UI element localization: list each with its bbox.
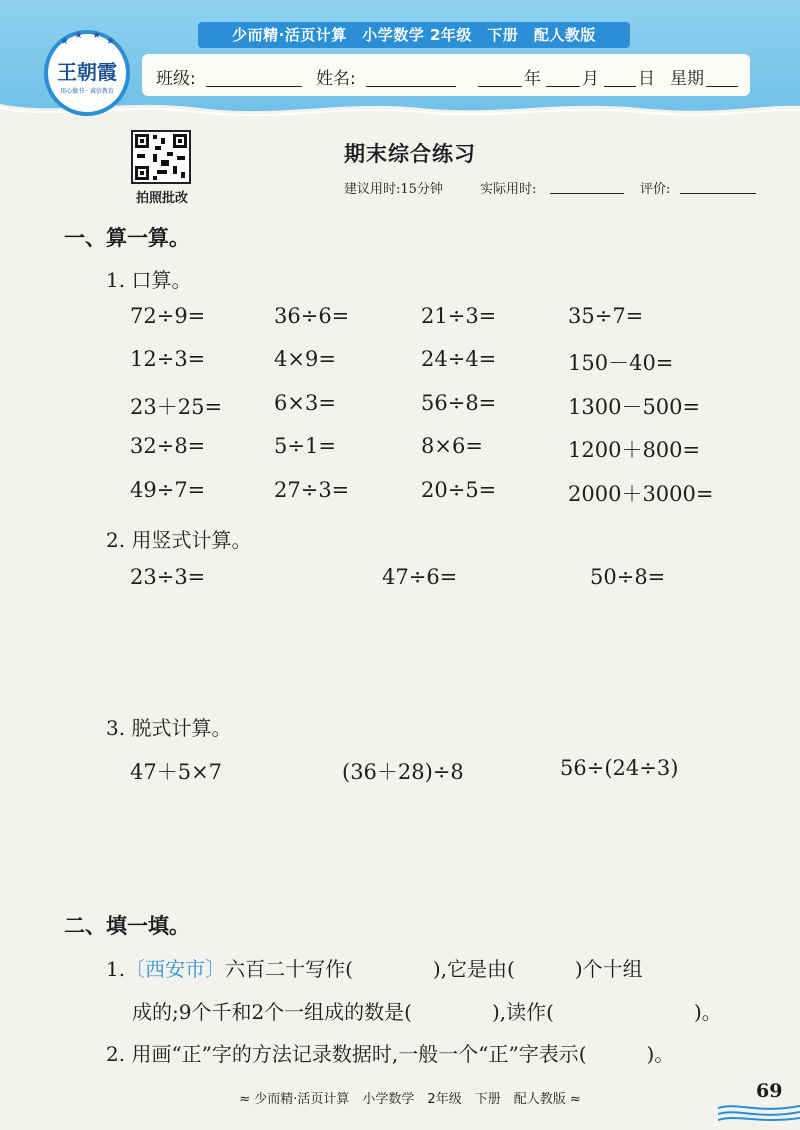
footer-series: ≈ 少而精·活页计算 小学数学 2年级 下册 配人教版 ≈: [239, 1092, 581, 1107]
rating-label: 评价:: [640, 182, 671, 197]
question-text: 六百二十写作( ),它是由( )个十组: [225, 957, 643, 981]
qr-code[interactable]: [131, 130, 191, 184]
rating-field[interactable]: [680, 193, 756, 194]
series-banner: 少而精·活页计算 小学数学 2年级 下册 配人教版: [198, 22, 630, 48]
vertical-calc-problem: 47÷6=: [382, 565, 458, 589]
mental-math-problem: 8×6=: [421, 434, 483, 458]
vertical-calc-problem: 50÷8=: [590, 565, 666, 589]
year-label: 年: [524, 69, 541, 89]
suggested-time: 建议用时:15分钟: [344, 182, 443, 197]
mental-math-problem: 150－40=: [568, 351, 674, 375]
star-icon: ★: [92, 30, 101, 41]
step-calc-problem: 56÷(24÷3): [560, 756, 679, 780]
mental-math-problem: 2000＋3000=: [568, 482, 714, 506]
section-heading: 一、算一算。: [64, 226, 190, 250]
day-label: 日: [638, 69, 655, 89]
month-field[interactable]: [546, 86, 580, 87]
part-label: 2. 用竖式计算。: [106, 528, 252, 552]
mental-math-problem: 32÷8=: [130, 434, 206, 458]
mental-math-problem: 24÷4=: [421, 347, 497, 371]
qr-label: 拍照批改: [135, 191, 188, 206]
day-field[interactable]: [604, 86, 636, 87]
class-label: 班级:: [156, 69, 196, 89]
page-number: 69: [756, 1080, 783, 1102]
star-icon: ★: [60, 36, 69, 47]
mental-math-problem: 12÷3=: [130, 347, 206, 371]
month-label: 月: [582, 69, 599, 89]
mental-math-problem: 49÷7=: [130, 478, 206, 502]
weekday-label: 星期: [670, 69, 704, 89]
mental-math-problem: 23＋25=: [130, 395, 223, 419]
mental-math-problem: 35÷7=: [568, 304, 644, 328]
star-icon: ★: [106, 36, 115, 47]
corner-wave-decoration: [718, 1102, 800, 1122]
section-heading: 二、填一填。: [64, 914, 190, 938]
question-number: 1.: [106, 957, 126, 981]
mental-math-problem: 1300－500=: [568, 395, 701, 419]
vertical-calc-problem: 23÷3=: [130, 565, 206, 589]
step-calc-problem: 47＋5×7: [130, 760, 223, 784]
mental-math-problem: 21÷3=: [421, 304, 497, 328]
mental-math-problem: 72÷9=: [130, 304, 206, 328]
step-calc-problem: (36＋28)÷8: [342, 760, 464, 784]
logo-subtitle: 用心做书 · 诚信教育: [60, 88, 114, 95]
student-info-bar: [142, 54, 750, 96]
publisher-logo: [44, 30, 130, 116]
mental-math-problem: 56÷8=: [421, 391, 497, 415]
page-title: 期末综合练习: [344, 142, 476, 166]
part-label: 1. 口算。: [106, 268, 192, 292]
fill-question-2: 2. 用画“正”字的方法记录数据时,一般一个“正”字表示( )。: [106, 1042, 675, 1066]
logo-text: 王朝霞: [57, 60, 117, 84]
mental-math-problem: 6×3=: [274, 391, 336, 415]
region-tag: 〔西安市〕: [125, 957, 226, 981]
name-field[interactable]: [366, 86, 456, 87]
star-icon: ★: [74, 30, 83, 41]
weekday-field[interactable]: [706, 86, 738, 87]
class-field[interactable]: [206, 86, 302, 87]
question-text-continued: 成的;9个千和2个一组成的数是( ),读作( )。: [132, 1000, 722, 1024]
mental-math-problem: 27÷3=: [274, 478, 350, 502]
name-label: 姓名:: [316, 69, 356, 89]
mental-math-problem: 5÷1=: [274, 434, 336, 458]
fill-question-1: [106, 953, 643, 982]
mental-math-problem: 20÷5=: [421, 478, 497, 502]
header-wave-decoration: [0, 98, 800, 124]
year-field[interactable]: [478, 86, 522, 87]
qr-code-icon: [133, 132, 189, 182]
mental-math-problem: 1200＋800=: [568, 438, 701, 462]
actual-time-field[interactable]: [550, 193, 624, 194]
actual-time-label: 实际用时:: [480, 182, 537, 197]
mental-math-problem: 4×9=: [274, 347, 336, 371]
part-label: 3. 脱式计算。: [106, 716, 232, 740]
mental-math-problem: 36÷6=: [274, 304, 350, 328]
